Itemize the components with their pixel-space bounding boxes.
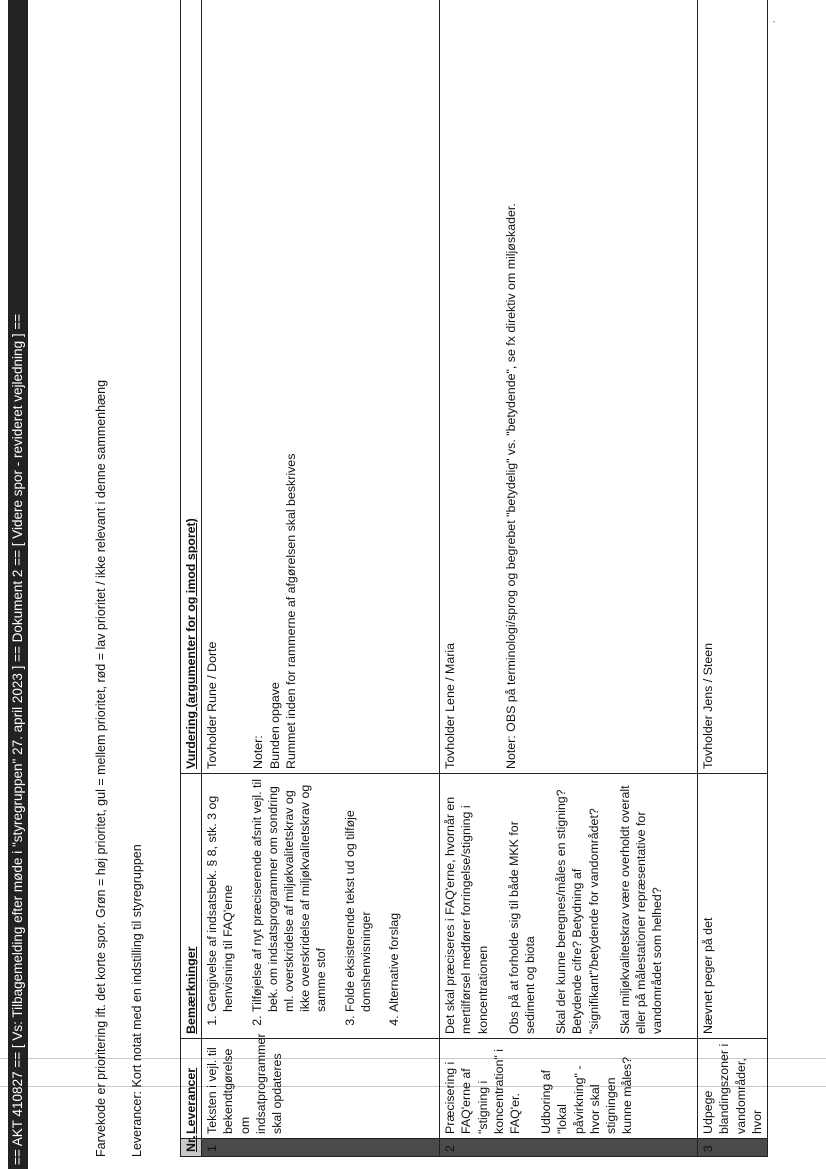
row-number: 1: [202, 1139, 440, 1157]
remark-paragraph: Nævnet peger på det: [701, 917, 716, 1034]
deliverables-note: Leverancer: Kort notat med en indstilling til styregruppen: [130, 844, 144, 1157]
color-code-note: Farvekode er prioritering ift. det korte spor. Grøn = høj prioritet, gul = mellem prioritet, rød = lav prioritet / ikke relevant i denne sammenhæng: [94, 379, 108, 1157]
list-item: 4. Alternative forslag: [386, 778, 402, 1012]
row-number: 2: [440, 1139, 698, 1157]
vurdering-cell: [698, 0, 768, 774]
leverancer-cell: [202, 1033, 440, 1139]
notes-line: Rummet inden for rammerne af afgørelsen skal beskrives: [283, 453, 298, 769]
row-number: 3: [698, 1139, 768, 1157]
table-header-row: [181, 0, 202, 1157]
table-row: [202, 0, 440, 1157]
vurdering-cell: [440, 0, 698, 774]
bemaerkninger-cell: [202, 774, 440, 1039]
notes-line: Bunden opgave: [267, 682, 282, 769]
remark-paragraph: Obs på at forholde sig til både MKK for sediment og biota: [506, 821, 538, 1034]
header-vurdering: Vurdering (argumenter for og imod sporet): [181, 0, 202, 774]
table-row: [698, 0, 768, 1157]
table-row: [440, 0, 698, 1157]
leverancer-text: Udpege blandingszoner i vandområder, hvor: [701, 1043, 764, 1134]
list-item: 3. Folde eksisterende tekst ud og tilføje domshenvisninger: [342, 778, 374, 1012]
remark-paragraph: Skal der kunne beregnes/måles en stigning? Betydende cifre? Betydning af "signifikant"/betydende for vandområdet?: [554, 789, 601, 1034]
owner-text: Tovholder Lene / Maria: [443, 642, 458, 769]
leverancer-text: Udboring af "lokal påvirkning" - hvor skal stigningen kunne måles?: [539, 1056, 635, 1134]
header-leverancer: Leverancer: [181, 1039, 202, 1139]
leverancer-text: Præcisering i FAQ'erne af "stigning i koncentration" i FAQ'er.: [443, 1049, 523, 1134]
leverancer-cell: [440, 1039, 698, 1139]
bemaerkninger-cell: [698, 774, 768, 1039]
header-bemaerkninger: Bemærkninger: [181, 774, 202, 1039]
owner-text: Tovholder Rune / Dorte: [205, 641, 220, 769]
document-banner: == AKT 410827 == [ Vs: Tilbagemelding efter møde i "styregruppen" 27. april 2023 ] == Dokument 2 == [ Videre spor - revideret vejledning ] ==: [8, 0, 28, 1169]
notes-label: Noter:: [251, 735, 266, 769]
vurdering-cell: [202, 0, 440, 774]
leverancer-text: Teksten i vejl. til bekendtgørelse om indsatprogrammer skal opdateres: [205, 1033, 285, 1134]
remark-paragraph: Det skal præciseres i FAQ'erne, hvornår en mertilførsel medfører forringelse/stigning i koncentrationen: [443, 796, 490, 1034]
list-item: 2. Tilføjelse af nyt præciserende afsnit vejl. til bek. om indsatsprogrammer om sondring ml. overskridelse af miljøkvalitetskrav og ikke overskridelse af miljøkvalitetskrav og samme stof: [249, 778, 330, 1012]
header-nr: Nr.: [181, 1139, 202, 1157]
list-item: 1. Gengivelse af indsatsbek. § 8, stk. 3 og henvisning til FAQ'erne: [204, 778, 236, 1012]
bemaerkninger-cell: [440, 774, 698, 1039]
remark-paragraph: Skal miljøkvalitetskrav være overholdt overalt eller på målestationer repræsentative for vandområdet som helhed?: [617, 785, 665, 1034]
owner-text: Tovholder Jens / Steen: [701, 642, 716, 769]
leverancer-cell: [698, 1039, 768, 1139]
scan-speck: ·: [772, 14, 776, 28]
notes-text: Noter: OBS på terminologi/sprog og begrebet "betydelig" vs. "betydende", se fx direktiv om miljøskader.: [504, 203, 519, 769]
priority-table: [180, 0, 768, 1157]
remarks-list: [204, 778, 402, 1034]
